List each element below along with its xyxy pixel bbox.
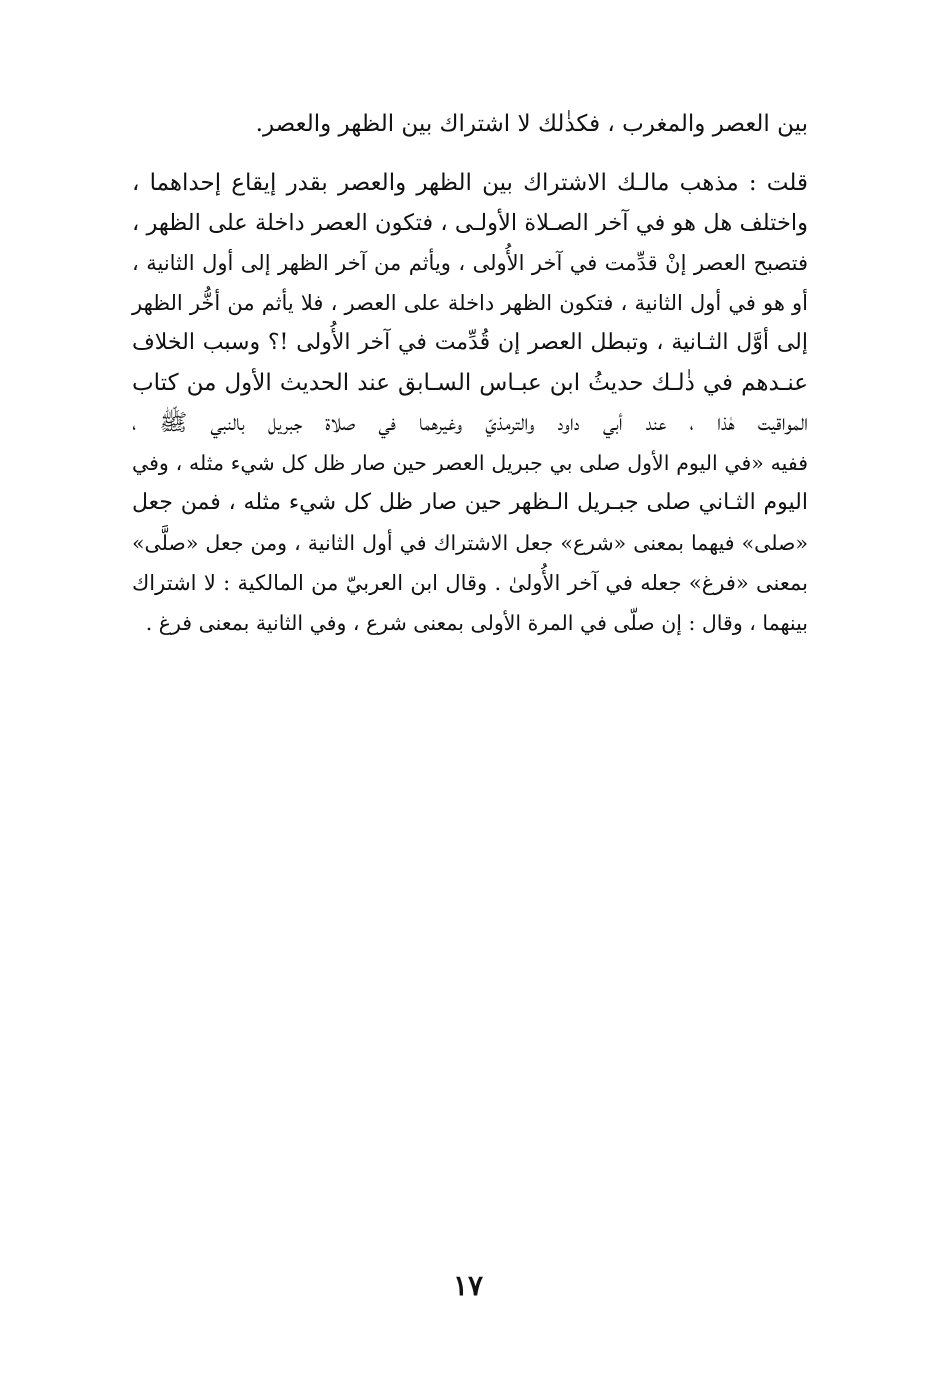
text-line: ففيه «في اليوم الأول صلى بي جبريل العصر حين صار ظل كل شيء مثله ، وفي [132,451,808,475]
text-line: فتصبح العصر إنْ قدِّمت في آخر الأُولى ، ويأثم من آخر الظهر إلى أول الثانية ، [132,251,808,275]
text-line: بينهما ، وقال : إن صلّى في المرة الأولى بمعنى شرع ، وفي الثانية بمعنى فرغ . [145,611,808,635]
paragraph-1 [132,104,808,144]
text-line: قلت : مذهب مالـك الاشتراك بين الظهر والعصر بقدر إيقاع إحداهما ، [132,170,808,196]
page-number: ١٧ [452,1269,484,1302]
text-line: بمعنى «فرغ» جعله في آخر الأُولىٰ . وقال ابن العربيّ من المالكية : لا اشتراك [132,571,808,595]
text-line: أو هو في أول الثانية ، فتكون الظهر داخلة على العصر ، فلا يأثم من أخُّر الظهر [132,291,808,315]
text-line: إلى أوَّل الثـانية ، وتبطل العصر إن قُدِّمت في آخر الأُولى !؟ وسبب الخلاف [132,330,808,355]
text-line: المواقيت هٰذا ، عند أبي داود والترمذيّ وغيرهما في صلاة جبريل بالنبي ﷺ ، [132,410,808,436]
text-line: عنـدهم في ذٰلـك حديثُ ابن عبـاس السـابق عند الحديث الأول من كتاب [132,370,808,396]
text-line: اليوم الثـاني صلى جبـريل الـظهر حين صار ظل كل شيء مثله ، فمن جعل [132,490,808,515]
text-line: واختلف هل هو في آخر الصـلاة الأولـى ، فتكون العصر داخلة على الظهر ، [132,210,808,236]
paragraph-2 [132,163,808,643]
text-line: «صلى» فيهما بمعنى «شرع» جعل الاشتراك في أول الثانية ، ومن جعل «صلَّى» [132,531,808,555]
text-line: بين العصر والمغرب ، فكذٰلك لا اشتراك بين الظهر والعصر. [255,111,808,137]
